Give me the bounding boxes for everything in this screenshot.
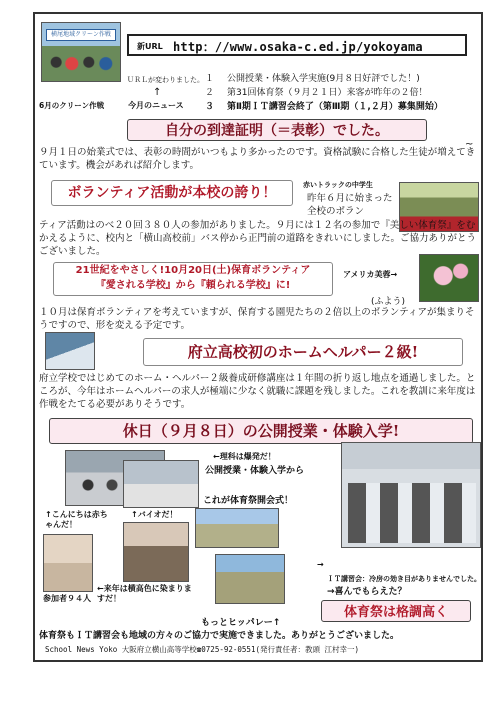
news-item [205, 72, 483, 86]
openclass-banner [49, 418, 473, 444]
sports-day-photo [215, 554, 285, 604]
bio-photo [123, 522, 189, 582]
sports-day-banner [321, 600, 471, 622]
cleanup-photo [41, 22, 121, 82]
helper-title: 府立高校初のホームヘルパー２級! [187, 343, 419, 361]
volunteer-title: ボランティア活動が本校の誇り！ [67, 185, 277, 201]
tilde-mark: ~ [465, 139, 474, 150]
school-url[interactable]: http：//www.osaka-c.ed.jp/yokoyama [173, 40, 423, 54]
it-course-caption-2: →喜んでもらえた？ [327, 587, 407, 597]
flower-label: アメリカ美蓉→ [343, 270, 398, 279]
news-item [205, 100, 483, 114]
helper-banner [143, 338, 463, 366]
opening-caption: これが体育祭開会式！ [203, 496, 294, 506]
url-changed-note: ＵＲＬが変わりました。 [127, 76, 204, 84]
cleanup-caption: 6月のクリーン作戦 [39, 101, 105, 110]
arrow-caption: → [317, 560, 324, 569]
sports-day-banner-text: 体育祭は格調高く [343, 605, 448, 620]
volunteer-photo-caption: 赤いトラックの中学生 [303, 181, 373, 189]
volunteer-lead: 昨年６月に始まった全校のボラン [307, 193, 393, 217]
lab-photo [123, 460, 199, 508]
flower-reading: (ふよう) [371, 297, 406, 307]
newsletter-page [33, 12, 483, 662]
news-number: ２ [205, 88, 215, 98]
news-title: 今月のニュース [128, 101, 184, 110]
news-list [205, 72, 483, 114]
award-banner [127, 119, 427, 141]
url-box [127, 34, 467, 56]
it-class-photo [341, 442, 481, 548]
volunteer-body: ティア活動はのべ２０回３８０人の参加がありました。９月には１２名の参加で『美しい体育祭』をむかえるように、校内と「横山高校前」バス停から正門前の道路をきれいにしました。ご協力ありがとうございました。 [39, 220, 477, 257]
news-text: 公開授業・体験入学実施(9月８日好評でした！) [227, 74, 420, 84]
award-title: 自分の到達証明（＝表彰）でした。 [165, 123, 389, 139]
helper-body: 府立学校ではじめてのホーム・ヘルパー２級養成研修講座は１年間の折り返し地点を通過しました。ところが、今年はホームヘルパーの求人が極端に少なく就職に課題を残しました。これを教訓に来年度は作戦をたてる必要がありそうです。 [39, 373, 476, 410]
people-figures [48, 51, 116, 79]
news-text: 第Ⅱ期ＩＴ講習会終了（第Ⅲ期（１,２月）募集開始） [227, 102, 443, 112]
opening-photo [195, 508, 279, 548]
childcare-title-line2: 『愛される学校』から『頼られる学校』に! [95, 280, 291, 291]
new-url-label: 新URL [137, 42, 163, 51]
baby-photo [43, 534, 93, 592]
award-body: ９月１日の始業式では、表彰の時間がいつもより多かったのです。資格試験に合格した生徒が増えてきています。機会があれば紹介します。 [39, 147, 476, 171]
next-year-caption: ←来年は横高色に染まりますだ！ [97, 584, 192, 603]
footer-thanks: 体育祭もＩＴ講習会も地域の方々のご協力で実施できました。ありがとうございました。 [39, 631, 400, 641]
footer-imprint: School News Yoko 大阪府立横山高等学校☎0725-92-0551(発行責任者：教頭 江村幸一) [45, 645, 360, 654]
helper-photo [45, 332, 95, 370]
open-class-caption: 公開授業・体験入学から [205, 466, 305, 476]
science-caption: ←理科は爆発だ！ [213, 452, 276, 461]
up-arrow: ↑ [153, 87, 162, 98]
cleanup-banner-sign: 横尾地域クリーン作戦 [46, 29, 116, 41]
flower-photo [419, 254, 479, 302]
news-number: ３ [205, 102, 215, 112]
participants-caption: 参加者９４人 [43, 594, 91, 603]
hello-baby-caption: ↑こんにちは赤ちゃんだ！ [45, 510, 108, 529]
childcare-title-line1: 21世紀をやさしく!10月20日(土)保育ボランティア [75, 265, 311, 276]
childcare-body: １０月は保育ボランティアを考えていますが、保育する園児たちの２倍以上のボランティアが集まりそうですので、形を変える予定です。 [39, 307, 475, 331]
childcare-banner [53, 262, 333, 296]
news-item [205, 86, 483, 100]
volunteer-banner [51, 180, 293, 206]
bio-caption: ↑バイオだ！ [131, 510, 178, 519]
openclass-title: 休日（９月８日）の公開授業・体験入学! [122, 422, 400, 440]
happy-caption: もっとヒッパレー↑ [201, 618, 281, 628]
it-course-caption: ＩＴ講習会：冷房の効き目がありませんでした。 [327, 575, 481, 583]
news-number: １ [205, 74, 215, 84]
news-text: 第31回体育祭（９月２１日）来客が昨年の２倍！ [227, 88, 428, 98]
